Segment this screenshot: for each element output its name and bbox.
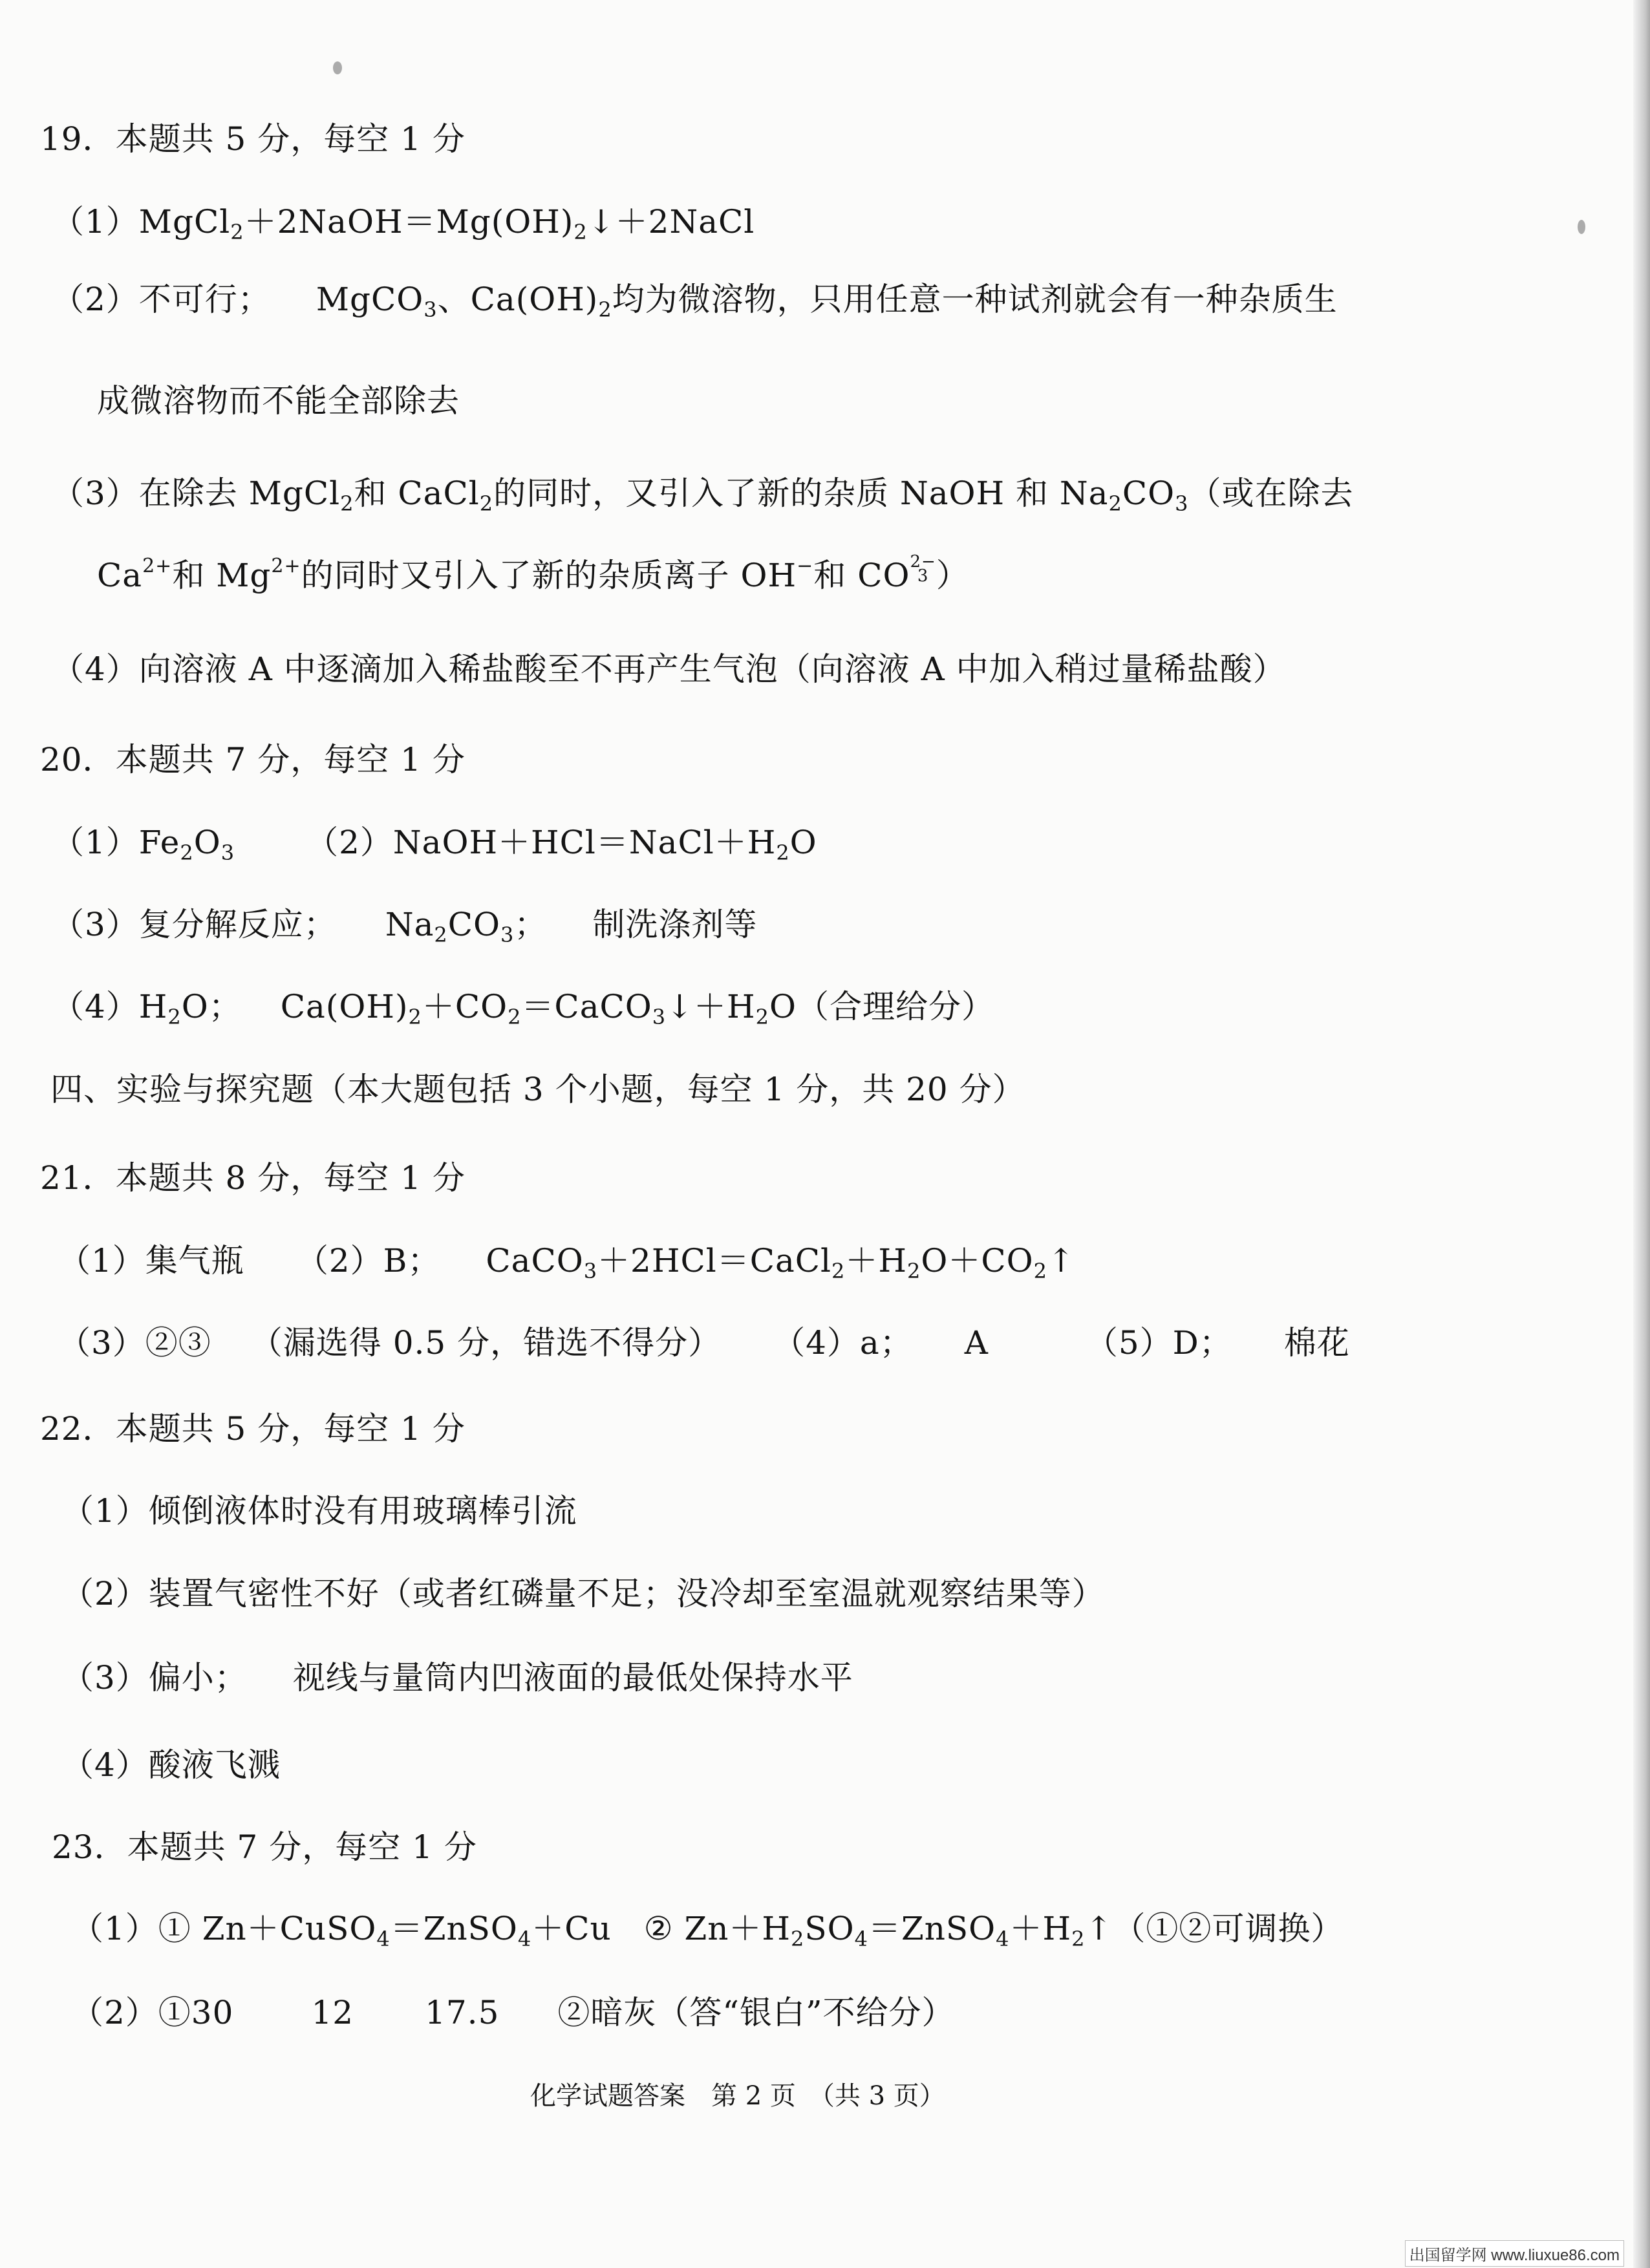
q20-answers-1-2: $(1)Fe_2O_3$ $(2)NaOH+HCl=NaCl+H_2O$ [52,824,817,865]
q20-answer-3: （3）复分解反应； $Na_2CO_3$； 制洗涤剂等 [52,906,758,947]
q23-answer-2: （2）①30 12 17.5 ②暗灰（答“银白”不给分） [71,1994,955,2031]
q22-answer-4: （4）酸液飞溅 [61,1746,281,1784]
site-watermark: 出国留学网 www.liuxue86.com [1405,2240,1624,2267]
section-4-title: 四、实验与探究题（本大题包括 3 个小题，每空 1 分，共 20 分） [50,1071,1025,1108]
q19-answer-3-continued: $Ca^{2+}$和 $Mg^{2+}$的同时又引入了新的杂质离子 OH−和 CO 2− 3 ） [97,552,969,594]
q23-header: 23．本题共 7 分，每空 1 分 [52,1828,477,1866]
scan-speck [1578,220,1585,234]
q19-header: 19．本题共 5 分，每空 1 分 [40,120,466,158]
q21-answers-1-2: （1）集气瓶 （2）B； $CaCO_3+2HCl=CaCl_2+H_2O+CO_2↑$ [58,1242,1075,1283]
q19-answer-3: （3）在除去 MgCl$_2$和 CaCl$_2$的同时，又引入了新的杂质 NaOH 和 $Na_2CO_3$（或在除去 [52,475,1354,516]
page-footer: 化学试题答案 第 2 页 （共 3 页） [530,2081,945,2111]
q20-header: 20．本题共 7 分，每空 1 分 [40,741,466,778]
q19-answer-2: （2）不可行； MgCO$_3$、$Ca(OH)_2$均为微溶物，只用任意一种试剂就会有一种杂质生 [52,281,1338,322]
q22-answer-2: （2）装置气密性不好（或者红磷量不足；没冷却至室温就观察结果等） [61,1575,1105,1612]
q19-answer-2-continued: 成微溶物而不能全部除去 [97,382,460,420]
q23-answer-1: （1）① Zn＋CuSO$_4$＝ZnSO$_4$＋Cu ② $Zn+H_2SO_4=ZnSO_4+H_2↑(①②$可调换） [71,1910,1344,1951]
q21-header: 21．本题共 8 分，每空 1 分 [40,1159,466,1197]
q22-header: 22．本题共 5 分，每空 1 分 [40,1410,466,1448]
q22-answer-1: （1）倾倒液体时没有用玻璃棒引流 [61,1492,577,1530]
q21-answers-3-5: （3）②③ （漏选得 0.5 分，错选不得分） （4）a； A （5）D； 棉花 [58,1324,1350,1362]
scan-speck [333,61,342,74]
q19-answer-4: （4）向溶液 A 中逐滴加入稀盐酸至不再产生气泡（向溶液 A 中加入稍过量稀盐酸） [52,650,1286,688]
q19-answer-1: $(1)MgCl_2+2NaOH=Mg(OH)_2↓+2NaCl$ [52,203,755,244]
q22-answer-3: （3）偏小； 视线与量筒内凹液面的最低处保持水平 [61,1659,853,1696]
q20-answer-4: $(4)H_2O$； $Ca(OH)_2+CO_2=CaCO_3↓+H_2O$（合理给分） [52,988,994,1029]
scan-edge [1633,0,1650,2268]
